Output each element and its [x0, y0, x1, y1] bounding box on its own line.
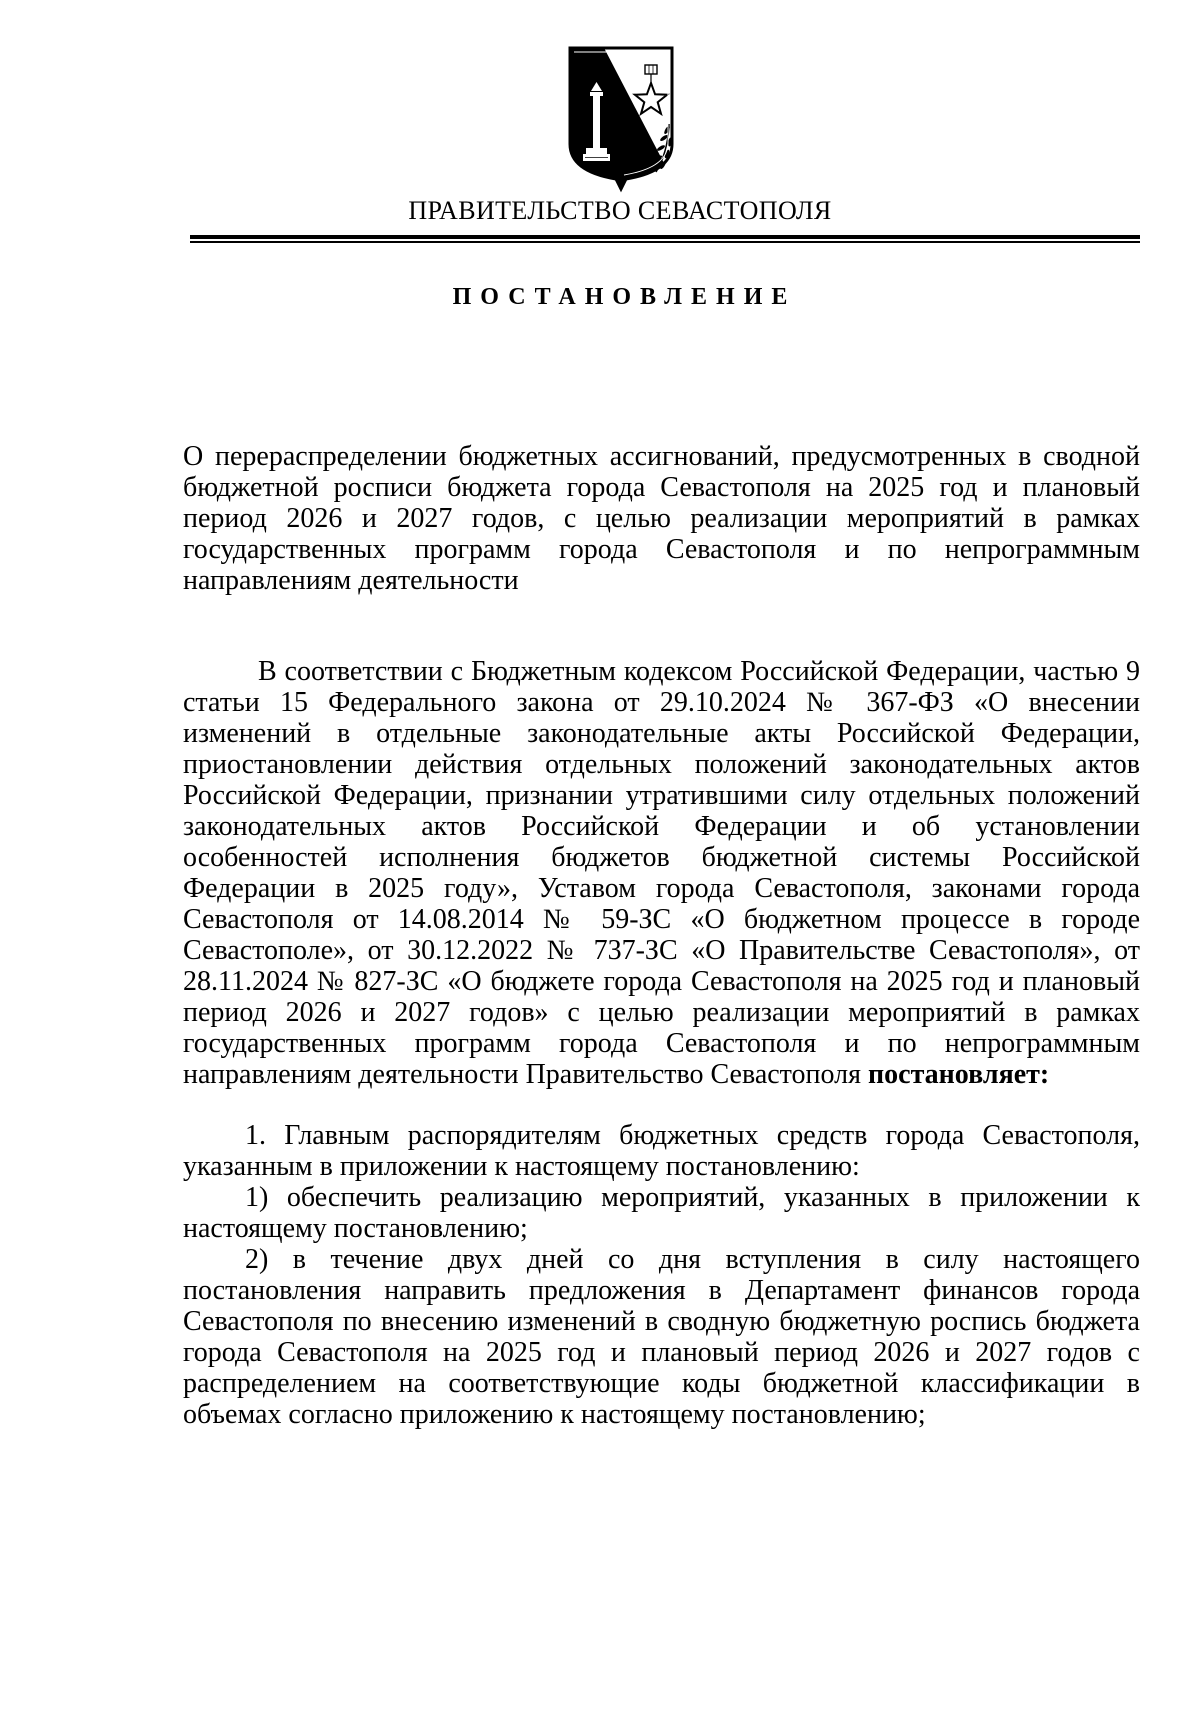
- subject-heading: О перераспределении бюджетных ассигнований, предусмотренных в сводной бюджетной росписи бюджета города Севастополя на 2025 год и плановый период 2026 и 2027 годов, с целью реализации мероприятий в рамках государственных программ города Севастополя и по непрограммным направлениям деятельности: [183, 441, 1140, 596]
- header-double-rule: [190, 235, 1140, 243]
- clause-1-item-1: 1) обеспечить реализацию мероприятий, указанных в приложении к настоящему постановлению;: [183, 1182, 1140, 1244]
- government-name: ПРАВИТЕЛЬСТВО СЕВАСТОПОЛЯ: [408, 196, 832, 225]
- document-body: [183, 441, 1140, 1430]
- coat-of-arms-emblem: [566, 44, 676, 194]
- document-type-title: ПОСТАНОВЛЕНИЕ: [452, 284, 797, 310]
- preamble-text: В соответствии с Бюджетным кодексом Российской Федерации, частью 9 статьи 15 Федерального закона от 29.10.2024 № 367-ФЗ «О внесении изменений в отдельные законодательные акты Российской Федерации, приостановлении действия отдельных положений законодательных актов Российской Федерации, признании утратившими силу отдельных положений законодательных актов Российской Федерации и об установлении особенностей исполнения бюджетов бюджетной системы Российской Федерации в 2025 году», Уставом города Севастополя, законами города Севастополя от 14.08.2014 № 59-ЗС «О бюджетном процессе в городе Севастополе», от 30.12.2022 № 737-ЗС «О Правительстве Севастополя», от 28.11.2024 № 827-ЗС «О бюджете города Севастополя на 2025 год и плановый период 2026 и 2027 годов» с целью реализации мероприятий в рамках государственных программ города Севастополя и по непрограммным направлениям деятельности Правительство Севастополя: [183, 656, 1140, 1090]
- clause-1: 1. Главным распорядителям бюджетных средств города Севастополя, указанным в приложении к настоящему постановлению:: [183, 1120, 1140, 1182]
- preamble-bold-verb: постановляет:: [868, 1059, 1050, 1090]
- preamble-paragraph: [183, 656, 1140, 1090]
- clause-1-item-2: 2) в течение двух дней со дня вступления в силу настоящего постановления направить предложения в Департамент финансов города Севастополя по внесению изменений в сводную бюджетную роспись бюджета города Севастополя на 2025 год и плановый период 2026 и 2027 годов с распределением на соответствующие коды бюджетной классификации в объемах согласно приложению к настоящему постановлению;: [183, 1244, 1140, 1430]
